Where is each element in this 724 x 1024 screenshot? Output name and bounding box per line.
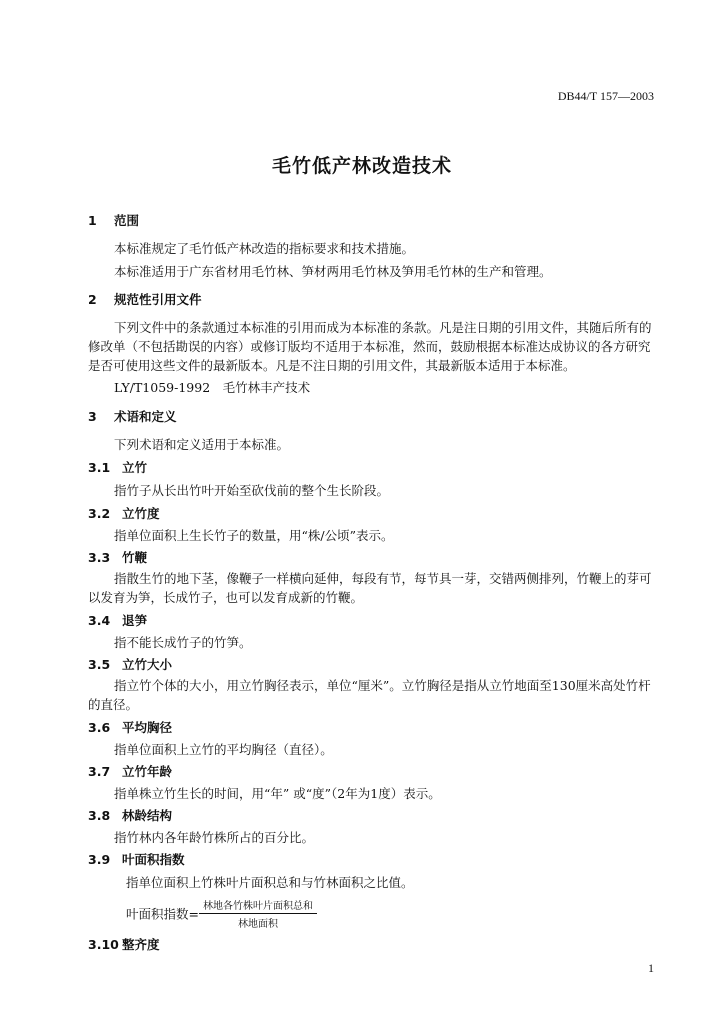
section-2-heading <box>88 290 202 308</box>
paragraph: 下列术语和定义适用于本标准。 <box>114 437 290 452</box>
paragraph: 本标准规定了毛竹低产林改造的指标要求和技术措施。 <box>114 241 415 256</box>
paragraph: 本标准适用于广东省材用毛竹林、笋材两用毛竹林及笋用毛竹林的生产和管理。 <box>114 264 552 279</box>
term-title: 叶面积指数 <box>122 852 185 867</box>
term-definition: 指单位面积上立竹的平均胸径（直径）。 <box>114 742 333 757</box>
term-number: 3.2 <box>88 506 111 521</box>
formula-lhs: 叶面积指数= <box>126 906 199 922</box>
section-3-heading <box>88 407 177 425</box>
section-1-heading <box>88 211 139 229</box>
term-definition: 指不能长成竹子的竹笋。 <box>114 635 252 650</box>
term-number: 3.4 <box>88 613 111 628</box>
term-heading <box>88 806 172 824</box>
term-heading <box>88 504 160 522</box>
section-title: 规范性引用文件 <box>114 292 202 307</box>
formula-numerator: 林地各竹株叶片面积总和 <box>199 897 317 914</box>
term-number: 3.8 <box>88 808 111 823</box>
term-heading <box>88 458 147 476</box>
term-title: 平均胸径 <box>122 720 173 735</box>
term-heading <box>88 548 147 566</box>
section-title: 范围 <box>114 213 140 228</box>
term-title: 立竹 <box>122 460 148 475</box>
term-definition: 指单位面积上竹株叶片面积总和与竹林面积之比值。 <box>126 875 414 890</box>
term-heading <box>88 762 172 780</box>
term-title: 立竹大小 <box>122 657 173 672</box>
formula-fraction <box>199 897 317 930</box>
term-heading <box>88 655 172 673</box>
term-definition: 指竹子从长出竹叶开始至砍伐前的整个生长阶段。 <box>114 483 390 498</box>
term-title: 竹鞭 <box>122 550 148 565</box>
section-number: 3 <box>88 409 97 424</box>
standard-code: DB44/T 157—2003 <box>557 89 654 103</box>
term-heading <box>88 935 160 953</box>
formula-denominator: 林地面积 <box>237 919 278 930</box>
term-definition: 指竹林内各年龄竹株所占的百分比。 <box>114 830 315 845</box>
term-number: 3.1 <box>88 460 111 475</box>
term-definition: 指单位面积上生长竹子的数量，用“株/公顷”表示。 <box>114 528 394 543</box>
term-number: 3.3 <box>88 550 111 565</box>
term-title: 林龄结构 <box>122 808 173 823</box>
paragraph: 下列文件中的条款通过本标准的引用而成为本标准的条款。凡是注日期的引用文件，其随后所有的修改单（不包括勘误的内容）或修订版均不适用于本标准，然而，鼓励根据本标准达成协议的各方研究是否可使用这些文件的最新版本。凡是不注日期的引用文件，其最新版本适用于本标准。 <box>88 320 652 373</box>
formula <box>126 897 317 930</box>
term-number: 3.7 <box>88 764 111 779</box>
term-definition: 指单株立竹生长的时间，用“年” 或“度”（2年为1度）表示。 <box>114 786 441 801</box>
term-title: 立竹度 <box>122 506 160 521</box>
normative-reference: LY/T1059-1992 毛竹林丰产技术 <box>114 380 311 395</box>
term-definition: 指散生竹的地下茎，像鞭子一样横向延伸，每段有节，每节具一芽，交错两侧排列，竹鞭上的芽可以发育为笋，长成竹子，也可以发育成新的竹鞭。 <box>88 571 652 605</box>
section-number: 1 <box>88 213 97 228</box>
section-title: 术语和定义 <box>114 409 177 424</box>
page-title: 毛竹低产林改造技术 <box>271 155 452 177</box>
page-number: 1 <box>648 961 654 975</box>
term-title: 退笋 <box>122 613 148 628</box>
term-number: 3.5 <box>88 657 111 672</box>
term-heading <box>88 850 185 868</box>
term-number: 3.6 <box>88 720 111 735</box>
term-title: 整齐度 <box>122 937 160 952</box>
term-heading <box>88 611 147 629</box>
term-number: 3.9 <box>88 852 111 867</box>
term-number: 3.10 <box>88 937 119 952</box>
term-title: 立竹年龄 <box>122 764 173 779</box>
term-definition: 指立竹个体的大小，用立竹胸径表示，单位“厘米”。立竹胸径是指从立竹地面至130厘米高处竹杆的直径。 <box>88 678 651 712</box>
section-number: 2 <box>88 292 97 307</box>
term-heading <box>88 718 172 736</box>
